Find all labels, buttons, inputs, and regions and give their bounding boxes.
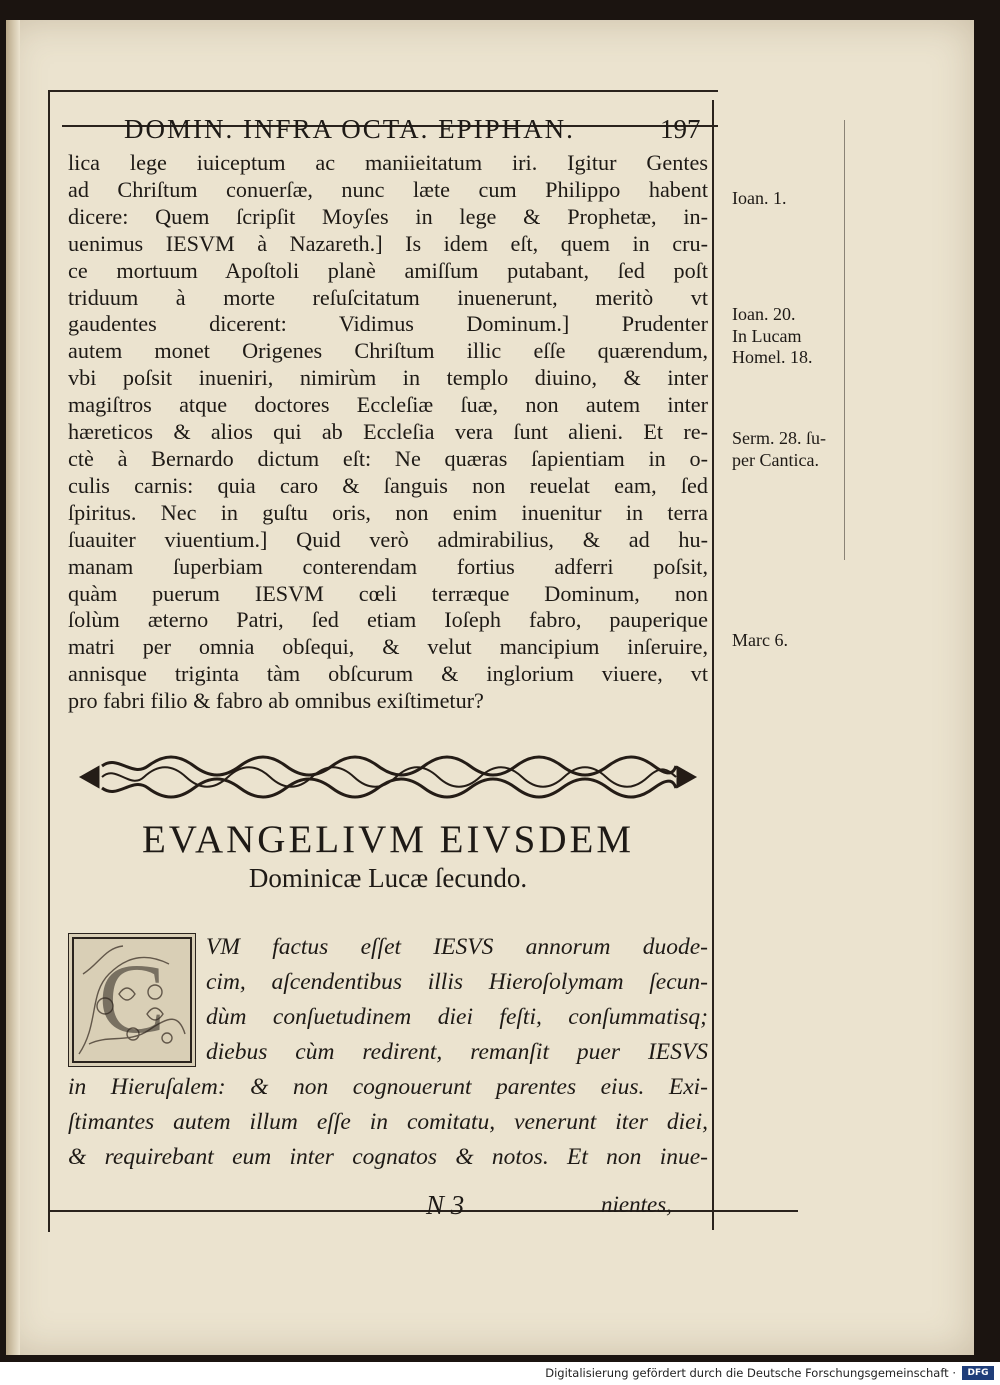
left-frame-rule	[48, 90, 50, 1232]
margin-note-line: In Lucam	[732, 325, 802, 346]
gospel-line: ſtimantes autem illum eſſe in comitatu, venerunt iter diei,	[68, 1109, 708, 1135]
margin-note-line: Marc 6.	[732, 630, 788, 650]
dfg-logo-icon: DFG	[962, 1366, 994, 1380]
text-line: vbi poſsit inueniri, nimirùm in templo diuino, & inter	[68, 365, 708, 391]
text-line: gaudentes dicerent: Vidimus Dominum.] Prudenter	[68, 311, 708, 337]
text-line: matri per omnia obſequi, & velut mancipium inſeruire,	[68, 634, 708, 660]
text-line: annisque triginta tàm obſcurum & inglorium viuere, vt	[68, 661, 708, 687]
text-line: ſolùm æterno Patri, ſed etiam Ioſeph fabro, pauperique	[68, 607, 708, 633]
text-line: ſuauiter viuentium.] Quid verò admirabilius, & ad hu-	[68, 526, 708, 552]
gospel-subtitle: Dominicæ Lucæ ſecundo.	[248, 863, 528, 893]
running-title: DOMIN. INFRA OCTA. EPIPHAN.	[124, 114, 575, 144]
catchword: nientes,	[601, 1192, 672, 1217]
gospel-title: EVANGELIVM EIVSDEM	[141, 818, 634, 861]
digitization-footer	[0, 1362, 1000, 1385]
text-line: lica lege iuiceptum ac maniieitatum iri. Igitur Gentes	[68, 150, 708, 175]
gospel-text	[68, 930, 708, 1175]
page-spine-shadow	[6, 20, 20, 1355]
margin-note-line: Ioan. 1.	[732, 188, 787, 208]
bottom-frame-rule	[48, 1210, 798, 1212]
commentary-text	[68, 150, 708, 715]
book-page	[6, 20, 974, 1355]
gospel-line: cim, aſcendentibus illis Hieroſolymam ſecun-	[206, 969, 708, 995]
margin-note-line: Serm. 28. ſu-	[732, 428, 826, 448]
margin-note-ioan-1	[732, 188, 786, 210]
initial-letter: C	[98, 943, 166, 1054]
text-line: autem monet Origenes Chriſtum illic eſſe quærendum,	[68, 338, 708, 364]
text-line: triduum à morte reſuſcitatum inuenerunt, meritò vt	[68, 284, 708, 310]
text-line: ctè à Bernardo dictum eſt: Ne quæras ſapientiam in o-	[68, 445, 708, 471]
text-line: dicere: Quem ſcripſit Moyſes in lege & Prophetæ, in-	[68, 203, 708, 229]
text-line: hæreticos & alios qui ab Eccleſia vera ſunt alieni. Et re-	[68, 419, 708, 445]
column-divider-rule	[712, 100, 714, 1230]
ornamental-headpiece	[78, 754, 698, 800]
margin-note-line: Ioan. 20.	[732, 304, 796, 324]
gospel-line: & requirebant eum inter cognatos & notos. Et non inue-	[68, 1144, 708, 1170]
gospel-line: diebus cùm redirent, remanſit puer IESVS	[206, 1039, 708, 1065]
gospel-line: VM factus eſſet IESVS annorum duode-	[206, 934, 708, 960]
margin-note-line: per Cantica.	[732, 449, 819, 470]
text-line: ce mortuum Apoſtoli planè amiſſum putabant, ſed poſt	[68, 257, 708, 283]
margin-note-ioan-20	[732, 304, 813, 369]
margin-note-line: Homel. 18.	[732, 347, 813, 368]
text-line: pro fabri filio & fabro ab omnibus exiſtimetur?	[68, 688, 484, 714]
text-line: ad Chriſtum conuerſæ, nunc læte cum Philippo habent	[68, 176, 708, 202]
header-top-rule	[48, 90, 718, 92]
text-line: uenimus IESVM à Nazareth.] Is idem eſt, quem in cru-	[68, 230, 708, 256]
text-line: manam ſuperbiam conterendam fortius adferri poſsit,	[68, 553, 708, 579]
margin-frame-rule	[844, 120, 845, 560]
funding-credit: Digitalisierung gefördert durch die Deutsche Forschungsgemeinschaft ·	[545, 1366, 956, 1380]
text-line: quàm puerum IESVM cœli terræque Dominum, non	[68, 580, 708, 606]
margin-note-marc-6	[732, 630, 788, 652]
text-line: magiſtros atque doctores Eccleſiæ ſuæ, non autem inter	[68, 392, 708, 418]
text-line: culis carnis: quia caro & ſanguis non reuelat eam, ſed	[68, 472, 708, 498]
text-line: ſpiritus. Nec in guſtu oris, non enim inuenitur in terra	[68, 499, 708, 525]
page-number: 197	[660, 114, 701, 144]
signature-mark: N 3	[426, 1190, 465, 1220]
gospel-line: dùm conſuetudinem diei feſti, conſummatisq;	[206, 1004, 708, 1030]
margin-note-serm-28	[732, 428, 826, 471]
gospel-line: in Hieruſalem: & non cognouerunt parentes eius. Exi-	[68, 1074, 708, 1100]
